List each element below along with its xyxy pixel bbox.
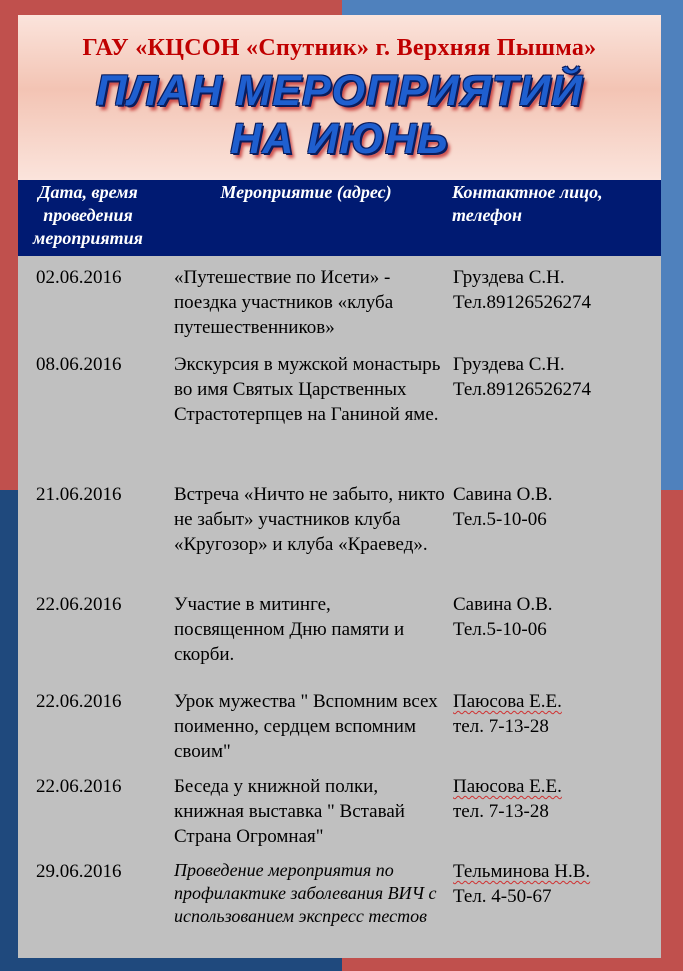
organization-name: ГАУ «КЦСОН «Спутник» г. Верхняя Пышма» bbox=[82, 35, 597, 61]
contact-name: Паюсова Е.Е. bbox=[453, 691, 562, 712]
contact-phone: тел. 7-13-28 bbox=[453, 716, 549, 737]
event-date: 22.06.2016 bbox=[36, 594, 122, 615]
column-header-contact: Контактное лицо, телефон bbox=[452, 182, 603, 225]
table-header bbox=[18, 180, 661, 256]
event-description: Беседа у книжной полки, книжная выставка " Вставай Страна Огромная" bbox=[174, 776, 405, 847]
event-contact bbox=[453, 265, 658, 315]
contact-phone: Тел.89126526274 bbox=[453, 379, 592, 400]
contact-name: Груздева С.Н. bbox=[453, 354, 565, 375]
event-date: 08.06.2016 bbox=[36, 354, 122, 375]
poster-sheet bbox=[18, 15, 661, 958]
header-band bbox=[18, 15, 661, 180]
contact-phone: Тел.89126526274 bbox=[453, 292, 592, 313]
contact-phone: Тел. 4-50-67 bbox=[453, 886, 552, 907]
column-header-date: Дата, время проведения мероприятия bbox=[33, 182, 143, 248]
event-contact bbox=[453, 859, 658, 909]
contact-name: Тельминова Н.В. bbox=[453, 861, 591, 882]
contact-name: Груздева С.Н. bbox=[453, 267, 565, 288]
column-header-event: Мероприятие (адрес) bbox=[220, 182, 392, 202]
event-description: Участие в митинге, посвященном Дню памяти и скорби. bbox=[174, 594, 405, 665]
event-contact bbox=[453, 352, 658, 402]
event-description: Проведение мероприятия по профилактике заболевания ВИЧ с использованием экспресс тестов bbox=[174, 860, 437, 926]
event-date: 22.06.2016 bbox=[36, 776, 122, 797]
event-contact bbox=[453, 592, 658, 642]
poster-title-line-1: ПЛАН МЕРОПРИЯТИЙ bbox=[95, 67, 584, 115]
event-description: «Путешествие по Исети» - поездка участников «клуба путешественников» bbox=[174, 267, 394, 338]
poster-title-line-2: НА ИЮНЬ bbox=[230, 115, 449, 163]
event-date: 29.06.2016 bbox=[36, 861, 122, 882]
event-description: Встреча «Ничто не забыто, никто не забыт» участников клуба «Кругозор» и клуба «Краевед». bbox=[174, 484, 445, 555]
contact-phone: Тел.5-10-06 bbox=[453, 619, 547, 640]
contact-phone: Тел.5-10-06 bbox=[453, 509, 547, 530]
contact-name: Савина О.В. bbox=[453, 484, 553, 505]
event-date: 21.06.2016 bbox=[36, 484, 122, 505]
contact-name: Паюсова Е.Е. bbox=[453, 776, 562, 797]
contact-phone: тел. 7-13-28 bbox=[453, 801, 549, 822]
contact-name: Савина О.В. bbox=[453, 594, 553, 615]
event-contact bbox=[453, 689, 658, 739]
event-description: Урок мужества " Вспомним всех поименно, сердцем вспомним своим" bbox=[174, 691, 438, 762]
event-description: Экскурсия в мужской монастырь во имя Святых Царственных Страстотерпцев на Ганиной яме. bbox=[174, 354, 441, 425]
event-contact bbox=[453, 774, 658, 824]
event-date: 22.06.2016 bbox=[36, 691, 122, 712]
event-contact bbox=[453, 482, 658, 532]
event-date: 02.06.2016 bbox=[36, 267, 122, 288]
